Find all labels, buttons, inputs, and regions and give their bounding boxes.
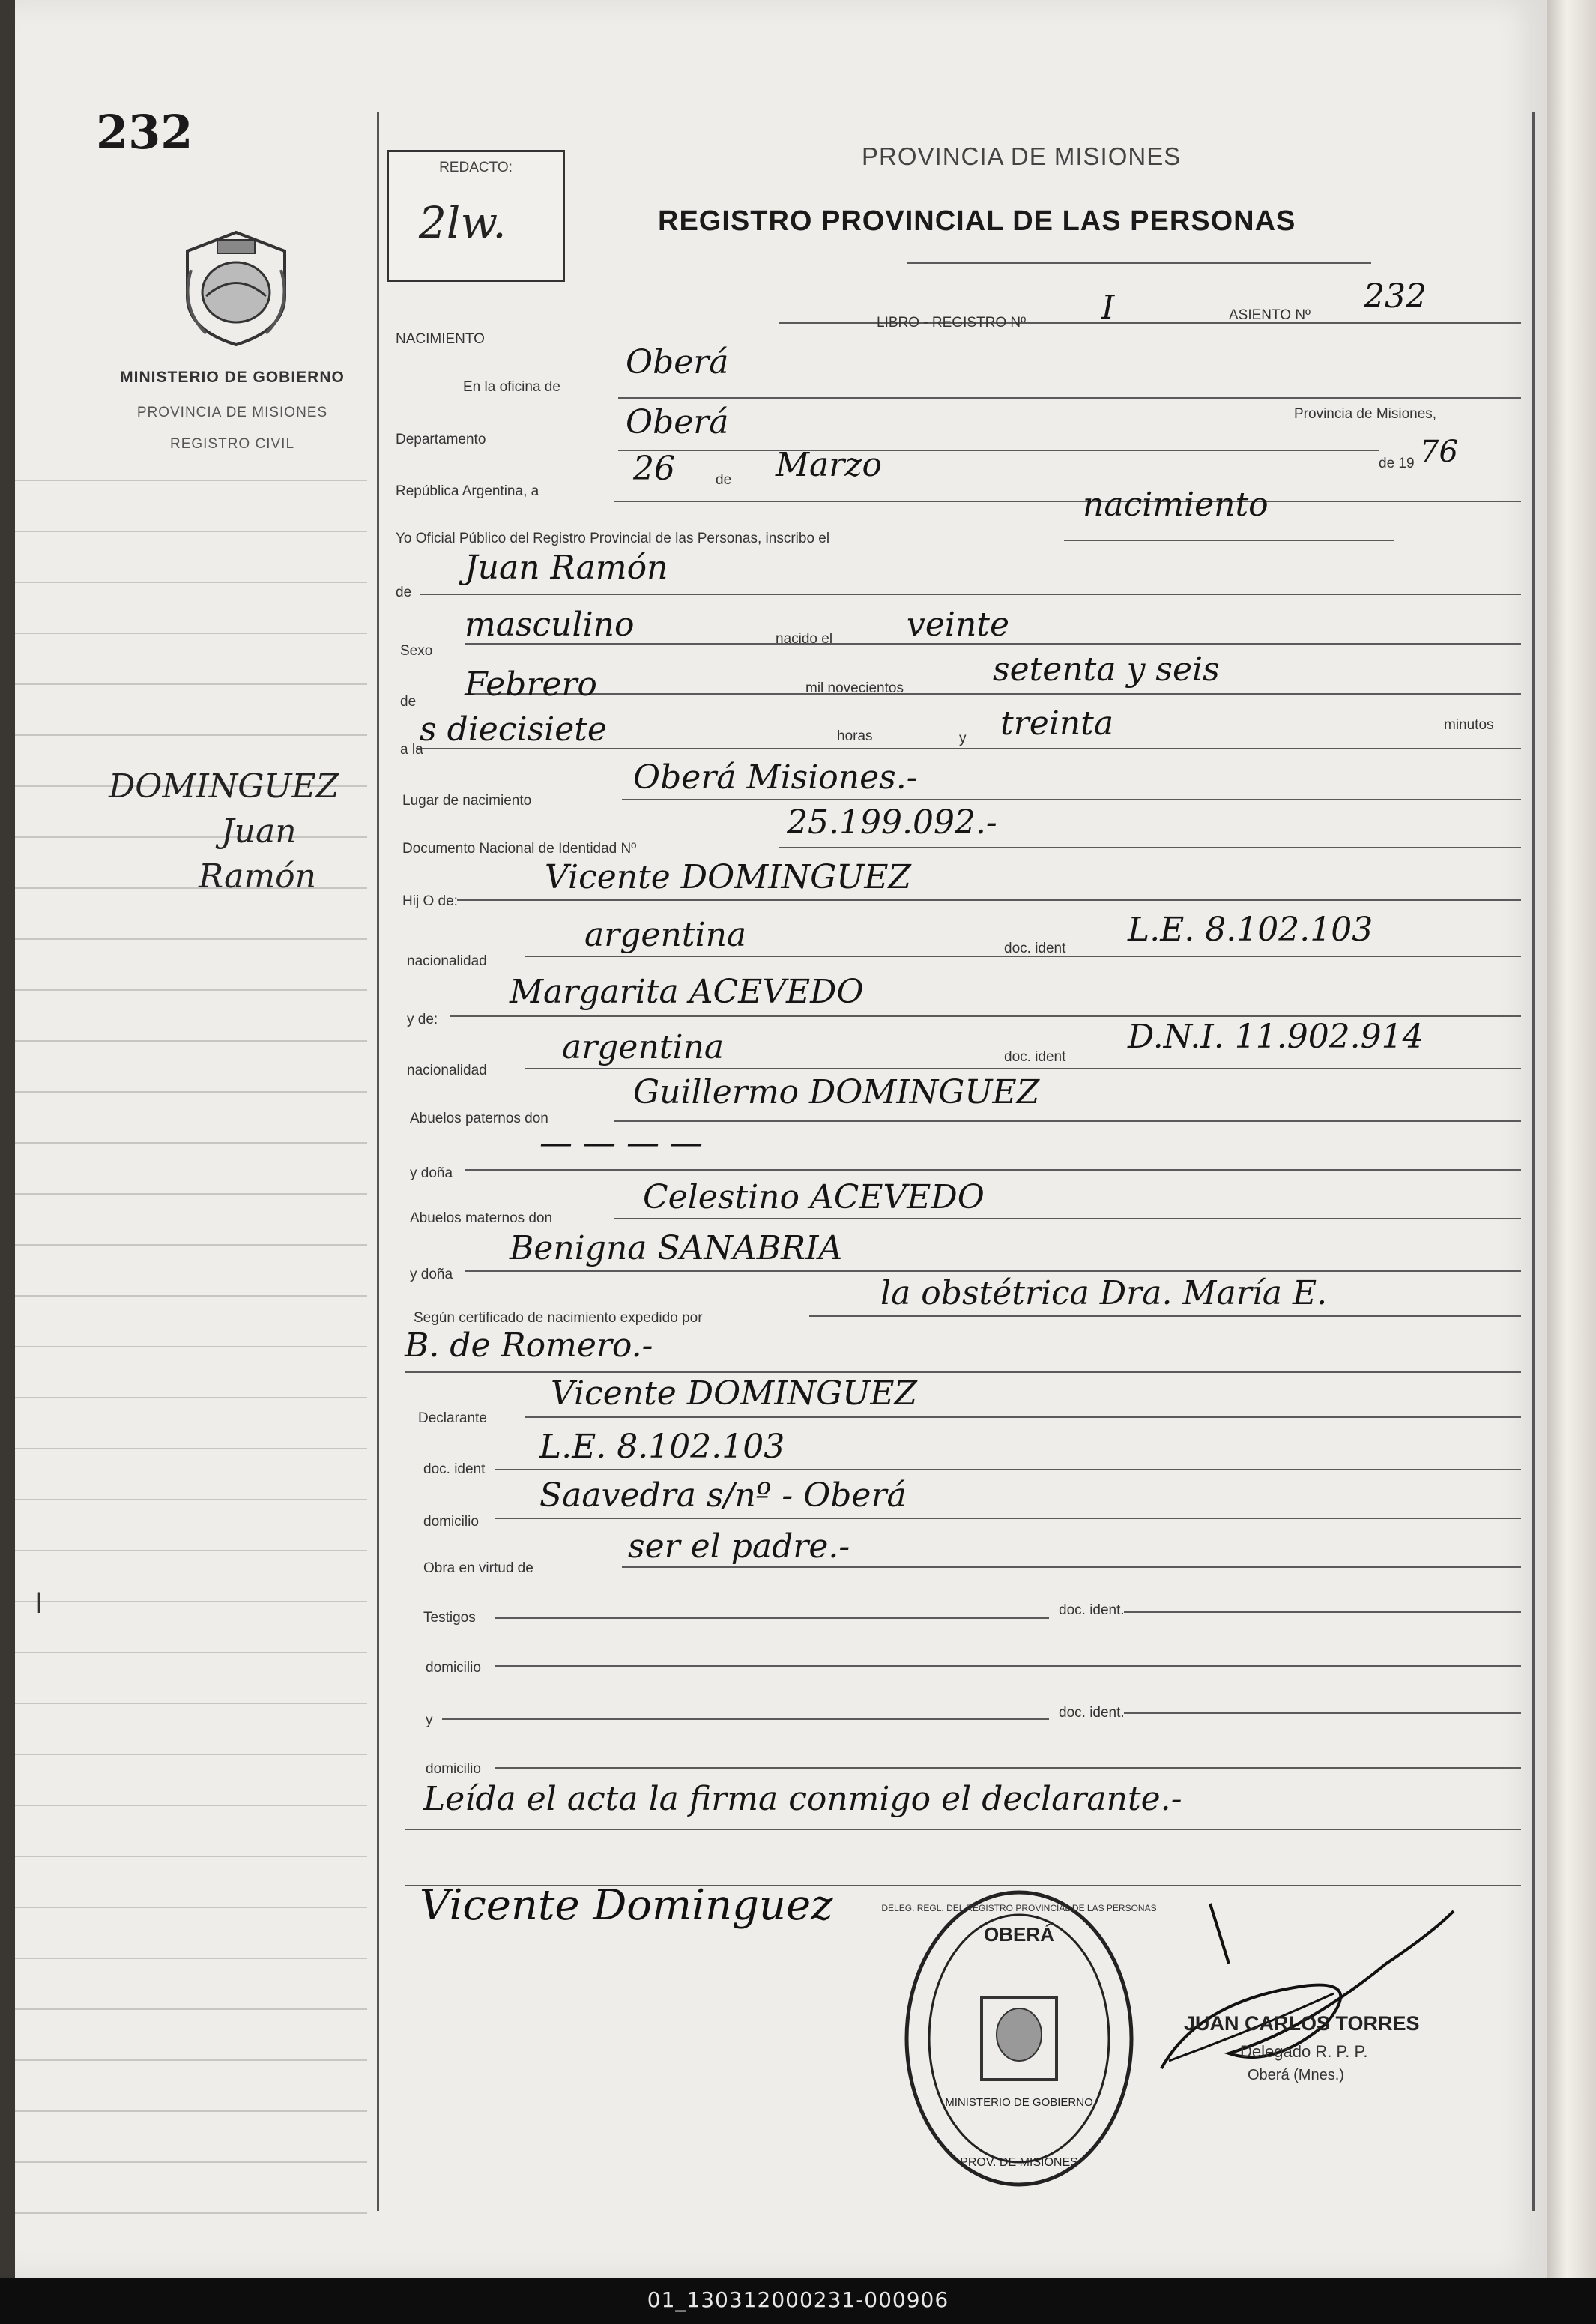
margin-note-name2: Ramón (199, 857, 316, 896)
margin-ruled-line (15, 1040, 367, 1042)
margin-ruled-line (15, 1703, 367, 1704)
record-lugar-label: Lugar de nacimiento (402, 793, 532, 809)
form-rule-line (809, 1315, 1521, 1317)
margin-ruled-line (15, 1142, 367, 1144)
form-rule-line (622, 1566, 1521, 1568)
record-ydona2-value: Benigna SANABRIA (510, 1229, 843, 1267)
right-margin-rule (1532, 112, 1535, 2211)
record-madre-value: Margarita ACEVEDO (510, 973, 864, 1011)
form-rule-line (1079, 956, 1521, 957)
form-rule-line (618, 450, 1379, 451)
seal-top-text: OBERÁ (984, 1923, 1054, 1946)
record-y4-label: y (426, 1712, 433, 1728)
form-rule-line (450, 1015, 1521, 1017)
record-de3-label: de (400, 694, 417, 710)
record-y-label: y (959, 731, 967, 746)
record-closing-value: Leída el acta la firma conmigo el declarante.- (423, 1780, 1182, 1818)
record-mes-value: Marzo (776, 446, 882, 484)
record-ydona1-value: — — — — (539, 1124, 703, 1162)
record-nacido-label: nacido el (776, 631, 833, 647)
margin-ruled-line (15, 633, 367, 634)
form-rule-line (614, 501, 1521, 502)
margin-ruled-line (15, 1958, 367, 1959)
margin-ruled-line (15, 1346, 367, 1347)
provincial-coat-of-arms-icon (172, 225, 300, 352)
margin-ruled-line (15, 1091, 367, 1093)
record-padre-value: Vicente DOMINGUEZ (545, 858, 912, 896)
margin-ruled-line (15, 989, 367, 991)
record-dia-value: 26 (633, 450, 675, 488)
record-nacimiento-label: NACIMIENTO (396, 331, 485, 347)
record-docd-label: doc. ident (423, 1461, 486, 1477)
record-ydona2-label: y doña (410, 1267, 453, 1282)
record-dni-value: 25.199.092.- (787, 803, 997, 842)
footer-id: 01_130312000231-000906 (647, 2287, 949, 2312)
record-nac2-value: argentina (562, 1028, 725, 1066)
record-docd-value: L.E. 8.102.103 (539, 1428, 785, 1466)
form-rule-line (495, 1617, 1049, 1619)
official-name: JUAN CARLOS TORRES (1184, 2012, 1420, 2035)
record-nac1-value: argentina (584, 916, 747, 954)
form-rule-line (495, 1518, 1521, 1519)
record-ydona1-label: y doña (410, 1165, 453, 1181)
form-rule-line (495, 1469, 1521, 1470)
record-lugar-value: Oberá Misiones.- (633, 758, 918, 797)
record-anio-nac-value: setenta y seis (993, 651, 1220, 689)
margin-ruled-line (15, 2059, 367, 2061)
margin-note-surname: DOMINGUEZ (109, 767, 339, 806)
record-obra-value: ser el padre.- (628, 1527, 850, 1566)
form-rule-line (907, 262, 1371, 264)
record-sexo-label: Sexo (400, 643, 433, 659)
margin-ruled-line (15, 1295, 367, 1297)
form-rule-line (1124, 1611, 1521, 1613)
record-de2-label: de (396, 585, 412, 600)
margin-note (109, 764, 339, 899)
margin-ruled-line (15, 1652, 367, 1653)
record-doc2-value: D.N.I. 11.902.914 (1128, 1018, 1424, 1056)
book-binding (1547, 0, 1596, 2278)
margin-ruled-line (15, 1856, 367, 1857)
form-rule-line (622, 799, 1521, 800)
record-doc1-value: L.E. 8.102.103 (1128, 911, 1373, 949)
record-nacido-value: veinte (907, 606, 1010, 644)
form-rule-line (614, 1120, 1521, 1122)
record-doct2-label: doc. ident. (1059, 1705, 1125, 1721)
record-minutos-label: minutos (1444, 717, 1494, 733)
seal-ring-text: DELEG. REGL. DEL REGISTRO PROVINCIAL DE LAS PERSONAS (881, 1903, 1157, 1913)
record-domd-value: Saavedra s/nº - Oberá (539, 1476, 907, 1515)
left-header-ministerio: MINISTERIO DE GOBIERNO (120, 369, 345, 386)
record-declarante-label: Declarante (418, 1410, 487, 1426)
record-yde-label: y de: (407, 1012, 438, 1027)
redacto-value: 2lw. (419, 197, 507, 248)
record-libro-value: I (1101, 289, 1115, 327)
margin-ruled-line (15, 582, 367, 583)
record-abpat-label: Abuelos paternos don (410, 1111, 548, 1126)
form-rule-line (1064, 540, 1394, 541)
form-rule-line (495, 1665, 1521, 1667)
form-rule-line (779, 847, 1521, 848)
margin-ruled-line (15, 938, 367, 940)
left-margin-rule (377, 112, 379, 2211)
left-header-provincia: PROVINCIA DE MISIONES (136, 405, 328, 420)
record-sexo-value: masculino (465, 606, 635, 644)
record-departamento-label: Departamento (396, 432, 486, 447)
record-cert-value: la obstétrica Dra. María E. (880, 1274, 1328, 1312)
declarante-signature: Vicente Dominguez (420, 1881, 833, 1930)
record-obra-label: Obra en virtud de (423, 1560, 533, 1576)
record-hijo-label: Hij O de: (402, 893, 458, 909)
form-rule-line (618, 397, 1521, 399)
margin-ruled-line (15, 480, 367, 481)
record-de-label: de (716, 472, 732, 488)
record-anio-label: de 19 (1379, 456, 1415, 471)
record-testigos-label: Testigos (423, 1610, 476, 1626)
margin-ruled-line (15, 1907, 367, 1908)
record-abpat-value: Guillermo DOMINGUEZ (633, 1073, 1040, 1111)
form-rule-line (420, 594, 1521, 595)
official-role: Delegado R. P. P. (1240, 2042, 1368, 2061)
record-abmat-label: Abuelos maternos don (410, 1210, 553, 1226)
form-rule-line (465, 1270, 1521, 1272)
form-rule-line (967, 693, 1521, 695)
record-doc1-label: doc. ident (1004, 941, 1066, 956)
margin-ruled-line (15, 1193, 367, 1195)
record-minutos-value: treinta (1000, 704, 1114, 743)
form-rule-line (1124, 1712, 1521, 1714)
margin-ruled-line (15, 734, 367, 736)
record-horas-value: s diecisiete (420, 710, 607, 749)
record-mil-label: mil novecientos (805, 680, 904, 696)
margin-ruled-line (15, 1397, 367, 1398)
form-rule-line (1079, 1068, 1521, 1069)
page-number: 232 (96, 105, 193, 160)
record-asiento-value: 232 (1364, 277, 1427, 316)
margin-ruled-line (15, 1601, 367, 1602)
form-rule-line (405, 1829, 1521, 1830)
margin-ruled-line (15, 531, 367, 532)
record-horas-label: horas (837, 728, 873, 744)
margin-ruled-line (15, 1550, 367, 1551)
form-rule-line (457, 899, 1521, 901)
form-rule-line (405, 1371, 1521, 1373)
margin-ruled-line (15, 1499, 367, 1500)
record-nac1-label: nacionalidad (407, 953, 487, 969)
redacto-label: REDACTO: (439, 160, 513, 175)
record-nombre-value: Juan Ramón (465, 549, 668, 587)
record-cert-label: Según certificado de nacimiento expedido por (414, 1310, 703, 1326)
official-seal-icon (881, 1881, 1157, 2196)
record-anio-value: 76 (1420, 435, 1458, 469)
record-cert-value2: B. de Romero.- (405, 1327, 653, 1365)
margin-mark: | (36, 1589, 42, 1614)
margin-ruled-line (15, 1448, 367, 1449)
margin-note-name1: Juan (221, 812, 297, 851)
page-title: REGISTRO PROVINCIAL DE LAS PERSONAS (658, 205, 1296, 237)
record-declarante-value: Vicente DOMINGUEZ (551, 1374, 918, 1413)
form-rule-line (442, 1718, 1049, 1720)
header-provincia: PROVINCIA DE MISIONES (862, 142, 1182, 170)
record-oficial-label: Yo Oficial Público del Registro Provincial de las Personas, inscribo el (396, 531, 830, 546)
record-domt2-label: domicilio (426, 1761, 481, 1777)
record-departamento-value: Oberá (626, 403, 729, 441)
record-inscribo-value: nacimiento (1083, 486, 1269, 524)
seal-middle-text: MINISTERIO DE GOBIERNO (945, 2096, 1093, 2109)
record-doc2-label: doc. ident (1004, 1049, 1066, 1065)
margin-ruled-line (15, 2110, 367, 2112)
margin-ruled-line (15, 2008, 367, 2010)
record-asiento-label: ASIENTO Nº (1229, 307, 1311, 323)
record-provincia-label: Provincia de Misiones, (1294, 406, 1437, 422)
official-place: Oberá (Mnes.) (1248, 2067, 1344, 2083)
form-rule-line (772, 643, 1521, 645)
record-doct1-label: doc. ident. (1059, 1602, 1125, 1618)
margin-ruled-line (15, 683, 367, 685)
margin-ruled-line (15, 1754, 367, 1755)
left-header-registro: REGISTRO CIVIL (169, 436, 295, 452)
form-rule-line (525, 1416, 1521, 1418)
margin-ruled-line (15, 2212, 367, 2214)
seal-bottom-text: PROV. DE MISIONES (960, 2156, 1078, 2169)
record-mes-nac-value: Febrero (465, 665, 597, 704)
form-rule-line (495, 1767, 1521, 1769)
record-domt1-label: domicilio (426, 1660, 481, 1676)
record-republica-label: República Argentina, a (396, 483, 539, 499)
margin-ruled-line (15, 1244, 367, 1246)
redacto-box (387, 150, 565, 282)
record-nac2-label: nacionalidad (407, 1063, 487, 1078)
record-abmat-value: Celestino ACEVEDO (643, 1178, 985, 1216)
form-rule-line (465, 1169, 1521, 1171)
record-dni-label: Documento Nacional de Identidad Nº (402, 841, 637, 857)
record-oficina-value: Oberá (626, 343, 729, 381)
margin-ruled-line (15, 1805, 367, 1806)
form-rule-line (614, 1218, 1521, 1219)
record-domd-label: domicilio (423, 1514, 479, 1530)
record-oficina-label: En la oficina de (463, 379, 560, 395)
record-libro-label: LIBRO - REGISTRO Nº (877, 315, 1027, 331)
record-ala-label: a la (400, 742, 423, 758)
margin-ruled-line (15, 2161, 367, 2163)
